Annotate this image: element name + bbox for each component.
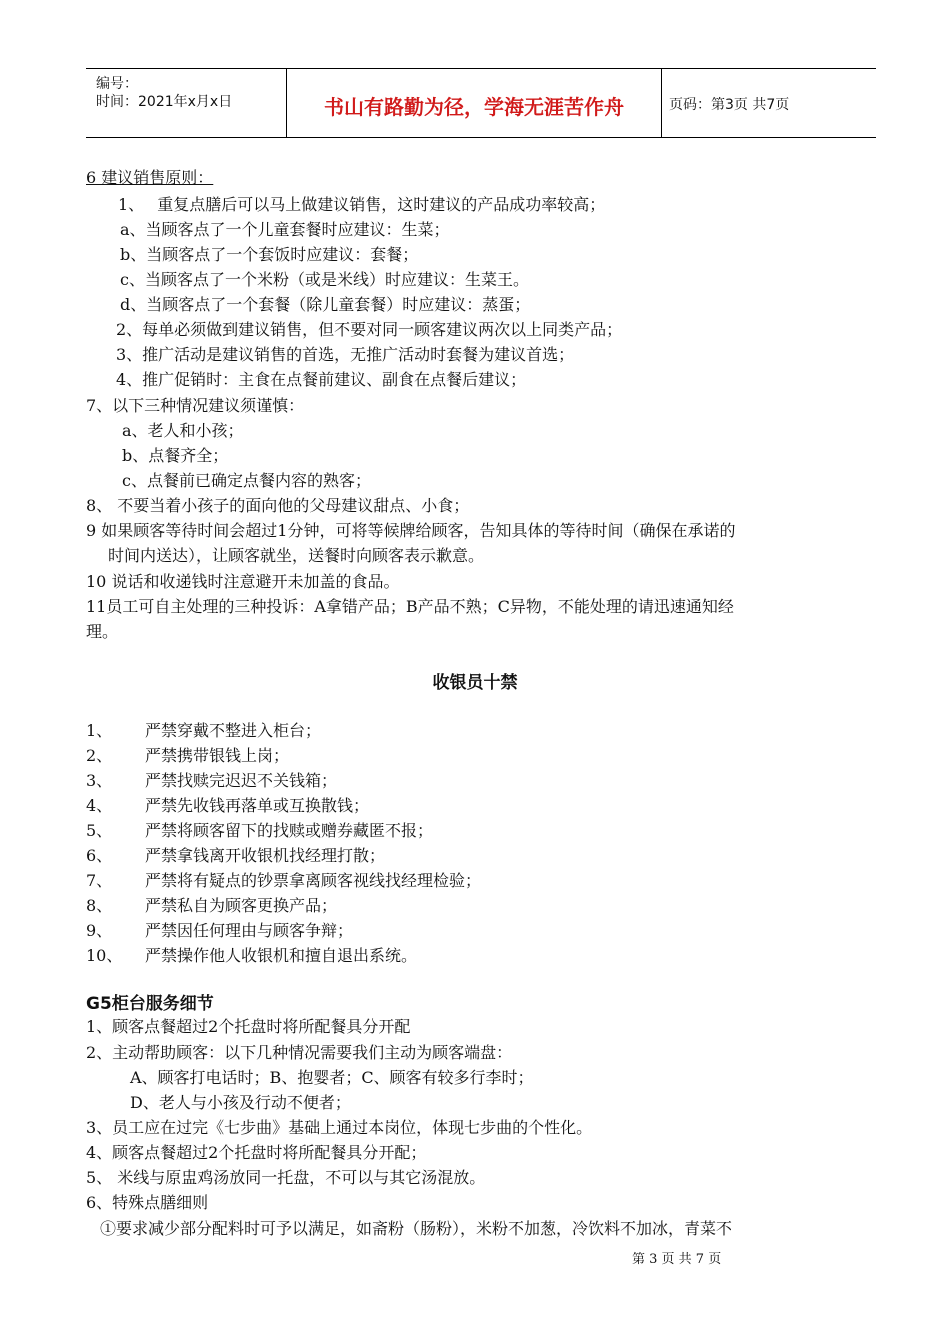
g5-line: 5、 米线与原盅鸡汤放同一托盘，不可以与其它汤混放。 (86, 1168, 486, 1187)
section7-title: 7、以下三种情况建议须谨慎： (86, 396, 305, 415)
item-9: 9 如果顾客等待时间会超过1分钟，可将等候牌给顾客，告知具体的等待时间（确保在承诺的 (86, 521, 736, 540)
rule-text: 严禁先收钱再落单或互换散钱； (145, 796, 370, 815)
cashier-rules-title: 收银员十禁 (432, 673, 518, 693)
page-header (86, 68, 876, 138)
header-page-cell (661, 69, 876, 137)
rule-text: 严禁私自为顾客更换产品； (145, 896, 338, 915)
g5-line: 1、顾客点餐超过2个托盘时将所配餐具分开配 (86, 1017, 411, 1036)
item-8: 8、 不要当着小孩子的面向他的父母建议甜点、小食； (86, 496, 470, 515)
item-11-continued: 理。 (86, 622, 119, 641)
rule-number: 3、 (86, 771, 113, 790)
g5-line: 2、主动帮助顾客：以下几种情况需要我们主动为顾客端盘： (86, 1043, 513, 1062)
document-time-label: 时间：2021年x月x日 (96, 94, 233, 110)
g5-line: 4、顾客点餐超过2个托盘时将所配餐具分开配； (86, 1143, 427, 1162)
header-meta-cell (86, 69, 286, 137)
rule-number: 5、 (86, 821, 113, 840)
page-footer: 第 3 页 共 7 页 (632, 1252, 722, 1267)
section6-line: d、当顾客点了一个套餐（除儿童套餐）时应建议：蒸蛋； (120, 295, 531, 314)
rule-number: 8、 (86, 896, 113, 915)
rule-text: 严禁拿钱离开收银机找经理打散； (145, 846, 386, 865)
section6-line: 1、 重复点膳后可以马上做建议销售，这时建议的产品成功率较高； (118, 195, 606, 214)
document-number-label: 编号： (96, 76, 138, 92)
rule-text: 严禁找赎完迟迟不关钱箱； (145, 771, 338, 790)
section6-title: 6 建议销售原则： (86, 168, 214, 187)
section6-line: 2、每单必须做到建议销售，但不要对同一顾客建议两次以上同类产品； (116, 320, 623, 339)
rule-number: 2、 (86, 746, 113, 765)
rule-number: 9、 (86, 921, 113, 940)
rule-text: 严禁将有疑点的钞票拿离顾客视线找经理检验； (145, 871, 482, 890)
g5-section-title: G5柜台服务细节 (86, 994, 214, 1014)
rule-text: 严禁将顾客留下的找赎或赠券藏匿不报； (145, 821, 434, 840)
rule-text: 严禁因任何理由与顾客争辩； (145, 921, 354, 940)
header-motto: 书山有路勤为径，学海无涯苦作舟 (324, 95, 624, 119)
rule-number: 4、 (86, 796, 113, 815)
rule-number: 1、 (86, 721, 113, 740)
g5-line: D、老人与小孩及行动不便者； (130, 1093, 351, 1112)
section7-line: b、点餐齐全； (122, 446, 229, 465)
section6-line: 4、推广促销时：主食在点餐前建议、副食在点餐后建议； (116, 370, 527, 389)
rule-number: 6、 (86, 846, 113, 865)
header-motto-cell (286, 69, 662, 137)
rule-text: 严禁操作他人收银机和擅自退出系统。 (145, 946, 418, 965)
section6-line: b、当顾客点了一个套饭时应建议：套餐； (120, 245, 419, 264)
rule-number: 7、 (86, 871, 113, 890)
rule-text: 严禁穿戴不整进入柜台； (145, 721, 322, 740)
item-9-continued: 时间内送达），让顾客就坐，送餐时向顾客表示歉意。 (108, 546, 485, 565)
item-10: 10 说话和收递钱时注意避开未加盖的食品。 (86, 572, 400, 591)
section6-line: c、当顾客点了一个米粉（或是米线）时应建议：生菜王。 (120, 270, 529, 289)
section6-line: 3、推广活动是建议销售的首选，无推广活动时套餐为建议首选； (116, 345, 575, 364)
header-page-number: 页码：第3页 共7页 (669, 97, 790, 113)
section7-line: c、点餐前已确定点餐内容的熟客； (122, 471, 371, 490)
g5-line: 6、特殊点膳细则 (86, 1193, 209, 1212)
g5-line: A、顾客打电话时；B、抱婴者；C、顾客有较多行李时； (130, 1068, 534, 1087)
section7-line: a、老人和小孩； (122, 421, 244, 440)
g5-line: 3、员工应在过完《七步曲》基础上通过本岗位，体现七步曲的个性化。 (86, 1118, 593, 1137)
rule-number: 10、 (86, 946, 123, 965)
item-11: 11员工可自主处理的三种投诉：A拿错产品；B产品不熟；C异物，不能处理的请迅速通知经 (86, 597, 734, 616)
rule-text: 严禁携带银钱上岗； (145, 746, 290, 765)
g5-line: ①要求减少部分配料时可予以满足，如斋粉（肠粉），米粉不加葱，冷饮料不加冰，青菜不 (100, 1219, 733, 1238)
section6-line: a、当顾客点了一个儿童套餐时应建议：生菜； (120, 220, 450, 239)
